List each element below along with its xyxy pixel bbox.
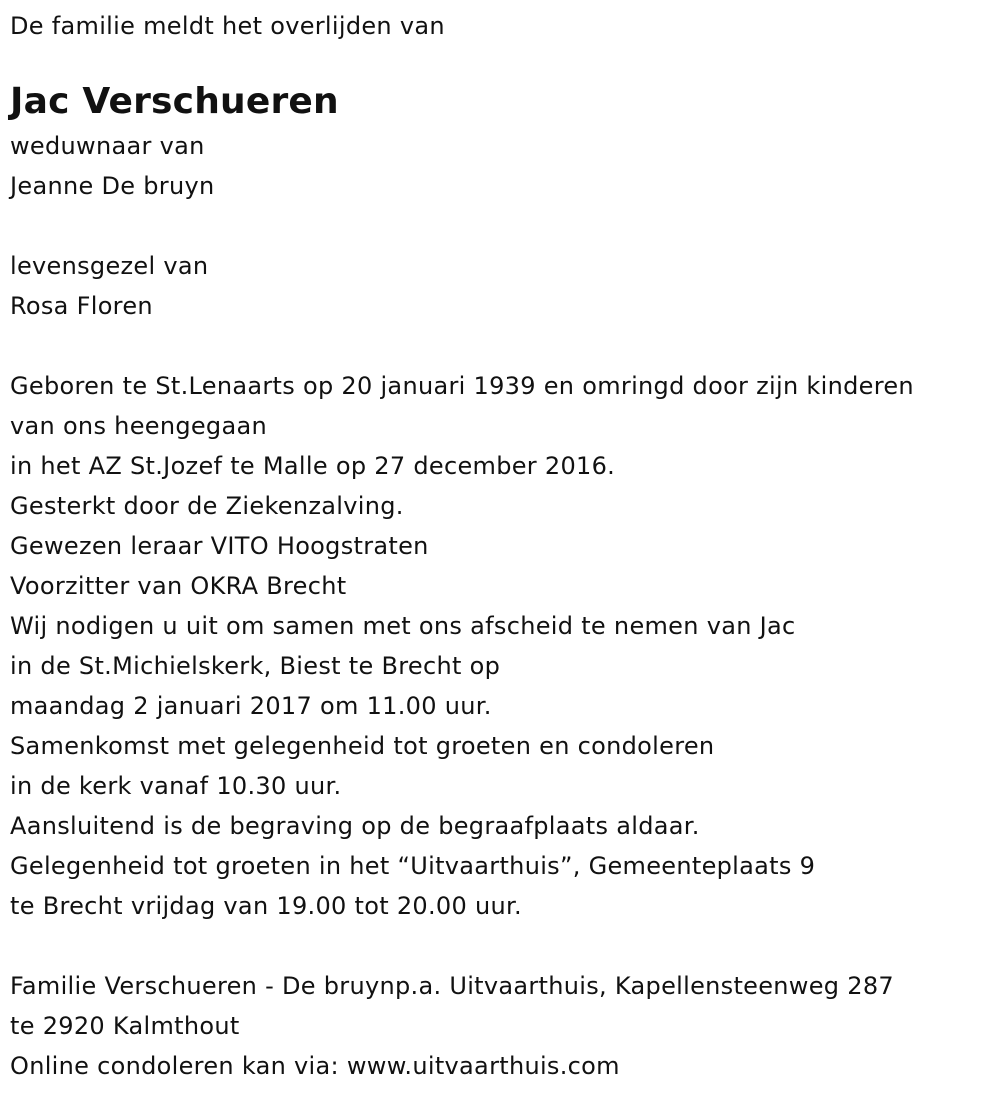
body-line: Gewezen leraar VITO Hoogstraten bbox=[10, 532, 429, 560]
body-line: te Brecht vrijdag van 19.00 tot 20.00 uur. bbox=[10, 892, 522, 920]
body-line: Gelegenheid tot groeten in het “Uitvaarthuis”, Gemeenteplaats 9 bbox=[10, 852, 816, 880]
intro-text: De familie meldt het overlijden van bbox=[10, 12, 445, 40]
body-line: Aansluitend is de begraving op de begraafplaats aldaar. bbox=[10, 812, 700, 840]
footer-line: Familie Verschueren - De bruynp.a. Uitvaarthuis, Kapellensteenweg 287 bbox=[10, 972, 894, 1000]
spacer bbox=[10, 206, 995, 246]
notice-body bbox=[10, 366, 995, 926]
relation-partner-name: Rosa Floren bbox=[10, 292, 153, 320]
spacer bbox=[10, 326, 995, 366]
relation-widower-label: weduwnaar van bbox=[10, 132, 205, 160]
body-line: Geboren te St.Lenaarts op 20 januari 1939 en omringd door zijn kinderen bbox=[10, 372, 914, 400]
body-line: maandag 2 januari 2017 om 11.00 uur. bbox=[10, 692, 492, 720]
body-line: Voorzitter van OKRA Brecht bbox=[10, 572, 347, 600]
body-line: in de kerk vanaf 10.30 uur. bbox=[10, 772, 342, 800]
body-line: in de St.Michielskerk, Biest te Brecht op bbox=[10, 652, 501, 680]
notice-footer bbox=[10, 966, 995, 1086]
spacer bbox=[10, 926, 995, 966]
deceased-name: Jac Verschueren bbox=[10, 81, 339, 122]
relation-widower-name: Jeanne De bruyn bbox=[10, 172, 215, 200]
body-line: Gesterkt door de Ziekenzalving. bbox=[10, 492, 404, 520]
footer-line: te 2920 Kalmthout bbox=[10, 1012, 240, 1040]
body-line: Samenkomst met gelegenheid tot groeten en condoleren bbox=[10, 732, 715, 760]
relation-partner-label: levensgezel van bbox=[10, 252, 209, 280]
body-line: Wij nodigen u uit om samen met ons afscheid te nemen van Jac bbox=[10, 612, 796, 640]
body-line: van ons heengegaan bbox=[10, 412, 267, 440]
body-line: in het AZ St.Jozef te Malle op 27 december 2016. bbox=[10, 452, 616, 480]
footer-line: Online condoleren kan via: www.uitvaarthuis.com bbox=[10, 1052, 620, 1080]
death-notice bbox=[10, 6, 995, 1086]
